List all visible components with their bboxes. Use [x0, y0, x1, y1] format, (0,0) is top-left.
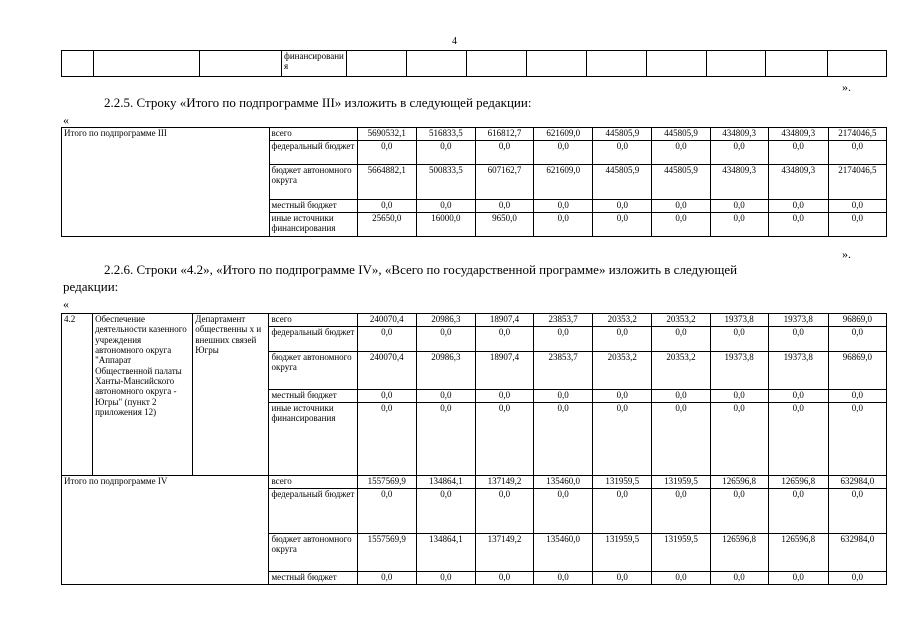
value-cell: 96869,0 [828, 352, 886, 390]
page-number: 4 [452, 36, 457, 47]
value-cell: 5664882,1 [357, 165, 416, 200]
value-cell: 20353,2 [593, 352, 652, 390]
table-row [62, 476, 887, 489]
value-cell: 0,0 [828, 213, 886, 237]
value-cell: 0,0 [534, 390, 593, 403]
value-cell: 20353,2 [652, 352, 710, 390]
value-cell: 0,0 [768, 489, 828, 534]
value-cell: 240070,4 [357, 314, 416, 327]
value-cell: 0,0 [357, 200, 416, 213]
value-cell: 20353,2 [593, 314, 652, 327]
source-label: иные источники финансирования [269, 403, 357, 476]
value-cell: 0,0 [416, 572, 475, 585]
value-cell: 126596,8 [710, 534, 768, 572]
value-cell: 19373,8 [768, 352, 828, 390]
value-cell: 137149,2 [475, 534, 533, 572]
program-iv-label: Итого по подпрограмме IV [62, 476, 269, 585]
row-number: 4.2 [62, 314, 93, 476]
value-cell: 19373,8 [710, 352, 768, 390]
value-cell: 0,0 [710, 403, 768, 476]
value-cell: 0,0 [828, 390, 886, 403]
value-cell: 0,0 [593, 390, 652, 403]
value-cell: 0,0 [475, 200, 533, 213]
value-cell: 0,0 [828, 489, 886, 534]
value-cell: 16000,0 [416, 213, 475, 237]
value-cell: 632984,0 [828, 476, 886, 489]
source-label: местный бюджет [269, 572, 357, 585]
value-cell: 0,0 [710, 390, 768, 403]
value-cell: 0,0 [534, 213, 593, 237]
value-cell: 500833,5 [416, 165, 475, 200]
value-cell: 0,0 [652, 141, 710, 165]
value-cell: 0,0 [534, 489, 593, 534]
value-cell: 0,0 [357, 327, 416, 352]
value-cell: 0,0 [534, 327, 593, 352]
value-cell: 0,0 [357, 489, 416, 534]
value-cell: 0,0 [416, 403, 475, 476]
value-cell: 126596,8 [768, 534, 828, 572]
source-label: всего [269, 314, 357, 327]
program-iii-label: Итого по подпрограмме III [62, 128, 270, 237]
value-cell: 131959,5 [593, 476, 652, 489]
value-cell: 135460,0 [534, 534, 593, 572]
value-cell: 0,0 [475, 403, 533, 476]
source-label: бюджет автономного округа [269, 534, 357, 572]
value-cell: 19373,8 [768, 314, 828, 327]
value-cell: 20353,2 [652, 314, 710, 327]
value-cell: 0,0 [828, 200, 886, 213]
value-cell: 0,0 [593, 200, 652, 213]
source-label: местный бюджет [269, 390, 357, 403]
value-cell: 1557569,9 [357, 534, 416, 572]
table-row [62, 314, 887, 327]
value-cell: 131959,5 [593, 534, 652, 572]
value-cell: 5690532,1 [357, 128, 416, 141]
value-cell: 0,0 [357, 390, 416, 403]
value-cell: 516833,5 [416, 128, 475, 141]
open-quote-1: « [63, 113, 69, 127]
value-cell: 1557569,9 [357, 476, 416, 489]
value-cell: 0,0 [768, 390, 828, 403]
value-cell: 0,0 [593, 572, 652, 585]
heading-2-2-5: 2.2.5. Строку «Итого по подпрограмме III» изложить в следующей редакции: [104, 95, 532, 110]
table-row [62, 128, 887, 141]
value-cell: 445805,9 [593, 165, 652, 200]
value-cell: 445805,9 [652, 128, 710, 141]
value-cell: 134864,1 [416, 534, 475, 572]
value-cell: 134864,1 [416, 476, 475, 489]
source-label: бюджет автономного округа [269, 352, 357, 390]
source-label: федеральный бюджет [269, 489, 357, 534]
value-cell: 0,0 [416, 141, 475, 165]
value-cell: 0,0 [416, 200, 475, 213]
value-cell: 0,0 [652, 403, 710, 476]
value-cell: 607162,7 [475, 165, 533, 200]
value-cell: 434809,3 [710, 165, 768, 200]
value-cell: 0,0 [593, 489, 652, 534]
open-quote-2: « [63, 297, 69, 311]
value-cell: 0,0 [652, 327, 710, 352]
value-cell: 0,0 [652, 200, 710, 213]
value-cell: 0,0 [534, 141, 593, 165]
program-iv-table [61, 313, 887, 585]
value-cell: 621609,0 [534, 165, 593, 200]
value-cell: 2174046,5 [828, 165, 886, 200]
value-cell: 19373,8 [710, 314, 768, 327]
value-cell: 0,0 [710, 489, 768, 534]
value-cell: 135460,0 [534, 476, 593, 489]
program-iii-table [61, 127, 887, 237]
value-cell: 0,0 [357, 572, 416, 585]
value-cell: 0,0 [828, 327, 886, 352]
value-cell: 0,0 [768, 572, 828, 585]
value-cell: 0,0 [475, 572, 533, 585]
top-cell-3 [200, 51, 282, 77]
value-cell: 0,0 [475, 489, 533, 534]
value-cell: 0,0 [357, 141, 416, 165]
value-cell: 0,0 [652, 572, 710, 585]
value-cell: 632984,0 [828, 534, 886, 572]
top-cell-1 [62, 51, 94, 77]
value-cell: 131959,5 [652, 476, 710, 489]
value-cell: 434809,3 [768, 128, 828, 141]
value-cell: 137149,2 [475, 476, 533, 489]
value-cell: 0,0 [534, 403, 593, 476]
source-label: всего [269, 476, 357, 489]
source-label: федеральный бюджет [269, 327, 357, 352]
value-cell: 0,0 [828, 572, 886, 585]
value-cell: 0,0 [593, 213, 652, 237]
value-cell: 0,0 [710, 327, 768, 352]
source-label: иные источники финансирования [269, 213, 357, 237]
value-cell: 96869,0 [828, 314, 886, 327]
source-label: бюджет автономного округа [269, 165, 357, 200]
value-cell: 0,0 [593, 141, 652, 165]
value-cell: 0,0 [534, 200, 593, 213]
source-label: федеральный бюджет [269, 141, 357, 165]
value-cell: 0,0 [828, 403, 886, 476]
value-cell: 0,0 [710, 213, 768, 237]
value-cell: 23853,7 [534, 352, 593, 390]
value-cell: 240070,4 [357, 352, 416, 390]
value-cell: 0,0 [768, 327, 828, 352]
value-cell: 0,0 [593, 403, 652, 476]
value-cell: 18907,4 [475, 314, 533, 327]
heading-2-2-6-line2: редакции: [63, 279, 119, 294]
value-cell: 616812,7 [475, 128, 533, 141]
value-cell: 126596,8 [768, 476, 828, 489]
value-cell: 18907,4 [475, 352, 533, 390]
value-cell: 0,0 [416, 489, 475, 534]
value-cell: 0,0 [828, 141, 886, 165]
value-cell: 23853,7 [534, 314, 593, 327]
value-cell: 0,0 [475, 390, 533, 403]
value-cell: 0,0 [768, 403, 828, 476]
value-cell: 0,0 [416, 327, 475, 352]
value-cell: 0,0 [768, 141, 828, 165]
event-name: Обеспечение деятельности казенного учреждения автономного округа "Аппарат Общественной палаты Ханты-Мансийского автономного округа - Югры" (пункт 2 приложения 12) [93, 314, 193, 476]
value-cell: 2174046,5 [828, 128, 886, 141]
top-cell-2 [93, 51, 199, 77]
value-cell: 0,0 [534, 572, 593, 585]
value-cell: 621609,0 [534, 128, 593, 141]
value-cell: 0,0 [710, 200, 768, 213]
value-cell: 20986,3 [416, 352, 475, 390]
value-cell: 25650,0 [357, 213, 416, 237]
value-cell: 0,0 [593, 327, 652, 352]
closing-quote-2: ». [842, 247, 851, 261]
source-label: местный бюджет [269, 200, 357, 213]
value-cell: 0,0 [652, 390, 710, 403]
top-fragment-table [61, 50, 887, 77]
value-cell: 126596,8 [710, 476, 768, 489]
value-cell: 0,0 [652, 213, 710, 237]
value-cell: 0,0 [652, 489, 710, 534]
value-cell: 0,0 [357, 403, 416, 476]
value-cell: 0,0 [475, 327, 533, 352]
top-cell-label: финансировани я [282, 51, 346, 77]
value-cell: 0,0 [475, 141, 533, 165]
value-cell: 20986,3 [416, 314, 475, 327]
value-cell: 0,0 [768, 200, 828, 213]
value-cell: 0,0 [768, 213, 828, 237]
value-cell: 445805,9 [652, 165, 710, 200]
heading-2-2-6-line1: 2.2.6. Строки «4.2», «Итого по подпрограмме IV», «Всего по государственной программе» изложить в следующей [104, 262, 738, 277]
value-cell: 445805,9 [593, 128, 652, 141]
value-cell: 9650,0 [475, 213, 533, 237]
value-cell: 434809,3 [768, 165, 828, 200]
closing-quote-1: ». [842, 80, 851, 94]
executor-name: Департамент общественны х и внешних связей Югры [193, 314, 269, 476]
value-cell: 0,0 [710, 572, 768, 585]
value-cell: 0,0 [710, 141, 768, 165]
value-cell: 434809,3 [710, 128, 768, 141]
source-label: всего [269, 128, 357, 141]
value-cell: 131959,5 [652, 534, 710, 572]
value-cell: 0,0 [416, 390, 475, 403]
